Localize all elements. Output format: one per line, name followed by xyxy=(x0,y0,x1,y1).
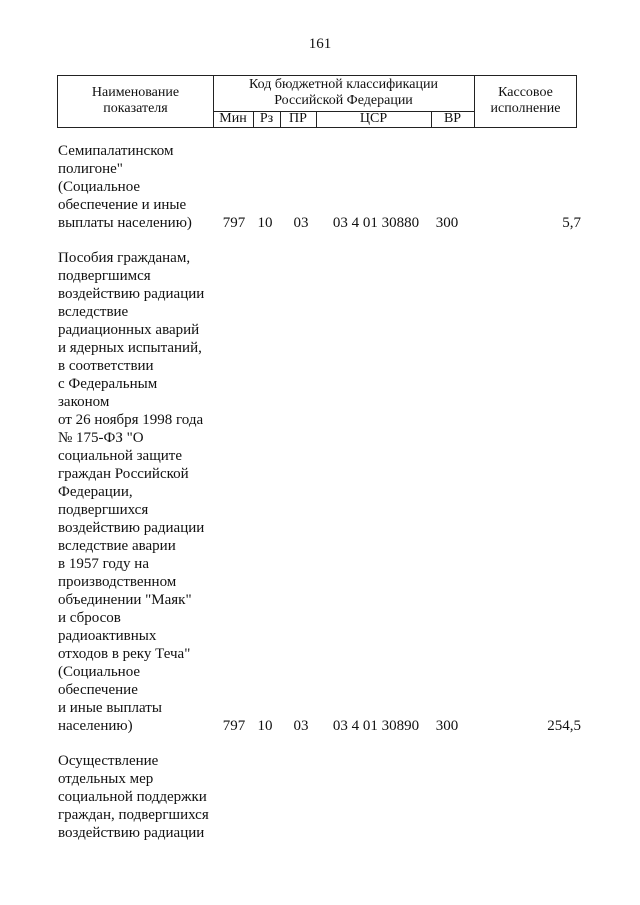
row-name-line: производственном xyxy=(58,574,177,590)
row-name-line: отходов в реку Теча" xyxy=(58,646,191,662)
row-name-line: воздействию радиации xyxy=(58,520,205,536)
row-name-line: (Социальное xyxy=(58,664,141,680)
row-name-line: № 175-ФЗ "О xyxy=(58,430,144,446)
row-name-line: Федерации, xyxy=(58,484,133,500)
row-name-line: в 1957 году на xyxy=(58,556,149,572)
row-name-line: выплаты населению) xyxy=(58,215,192,231)
header-vr: ВР xyxy=(443,111,462,126)
row-name-line: граждан Российской xyxy=(58,466,189,482)
row-min: 797 xyxy=(222,718,246,734)
header-rz: Рз xyxy=(259,111,274,126)
header-code-line: Российской Федерации xyxy=(274,93,413,108)
row-name-line: населению) xyxy=(58,718,133,734)
header-exec-line: исполнение xyxy=(490,101,561,116)
row-name-line: с Федеральным xyxy=(58,376,158,392)
row-name-line: вследствие аварии xyxy=(58,538,176,554)
row-name-line: (Социальное xyxy=(58,179,141,195)
row-name-line: и ядерных испытаний, xyxy=(58,340,202,356)
row-name-line: объединении "Маяк" xyxy=(58,592,192,608)
row-vr: 300 xyxy=(435,215,459,231)
row-name-line: граждан, подвергшихся xyxy=(58,807,209,823)
row-vr: 300 xyxy=(435,718,459,734)
header-exec-column xyxy=(474,85,577,117)
header-name-line: Наименование xyxy=(91,85,180,100)
row-exec: 254,5 xyxy=(547,718,581,734)
row-exec: 5,7 xyxy=(562,215,581,231)
header-min: Мин xyxy=(219,111,247,126)
row-name-line: радиоактивных xyxy=(58,628,157,644)
row-name xyxy=(58,142,192,232)
row-csr: 03 4 01 30890 xyxy=(332,718,420,734)
row-name-line: и сбросов xyxy=(58,610,121,626)
row-min: 797 xyxy=(222,215,246,231)
row-name-line: вследствие xyxy=(58,304,129,320)
row-name-line: обеспечение и иные xyxy=(58,197,187,213)
row-name-line: полигоне" xyxy=(58,161,123,177)
row-name-line: радиационных аварий xyxy=(58,322,200,338)
row-name-line: в соответствии xyxy=(58,358,154,374)
header-code-line: Код бюджетной классификации xyxy=(249,77,438,92)
row-name xyxy=(58,752,209,842)
table-header xyxy=(57,75,577,128)
row-csr: 03 4 01 30880 xyxy=(332,215,420,231)
row-rz: 10 xyxy=(257,718,273,734)
row-name-line: Пособия гражданам, xyxy=(58,250,191,266)
row-name-line: подвергшихся xyxy=(58,502,149,518)
header-pr: ПР xyxy=(289,111,307,126)
row-name-line: Осуществление xyxy=(58,753,159,769)
row-name-line: и иные выплаты xyxy=(58,700,162,716)
header-name-line: показателя xyxy=(103,101,168,116)
header-csr: ЦСР xyxy=(359,111,388,126)
row-name-line: Семипалатинском xyxy=(58,143,174,159)
row-name-line: законом xyxy=(58,394,110,410)
row-name-line: подвергшимся xyxy=(58,268,151,284)
row-name xyxy=(58,249,204,735)
header-exec-line: Кассовое xyxy=(498,85,553,100)
row-pr: 03 xyxy=(293,215,309,231)
row-name-line: воздействию радиации xyxy=(58,286,205,302)
row-name-line: социальной защите xyxy=(58,448,183,464)
row-name-line: от 26 ноября 1998 года xyxy=(58,412,204,428)
row-rz: 10 xyxy=(257,215,273,231)
row-name-line: обеспечение xyxy=(58,682,138,698)
page-number: 161 xyxy=(308,36,332,52)
row-name-line: отдельных мер xyxy=(58,771,154,787)
header-code-column xyxy=(213,77,474,109)
row-pr: 03 xyxy=(293,718,309,734)
row-name-line: социальной поддержки xyxy=(58,789,207,805)
row-name-line: воздействию радиации xyxy=(58,825,205,841)
header-name-column xyxy=(58,85,213,117)
